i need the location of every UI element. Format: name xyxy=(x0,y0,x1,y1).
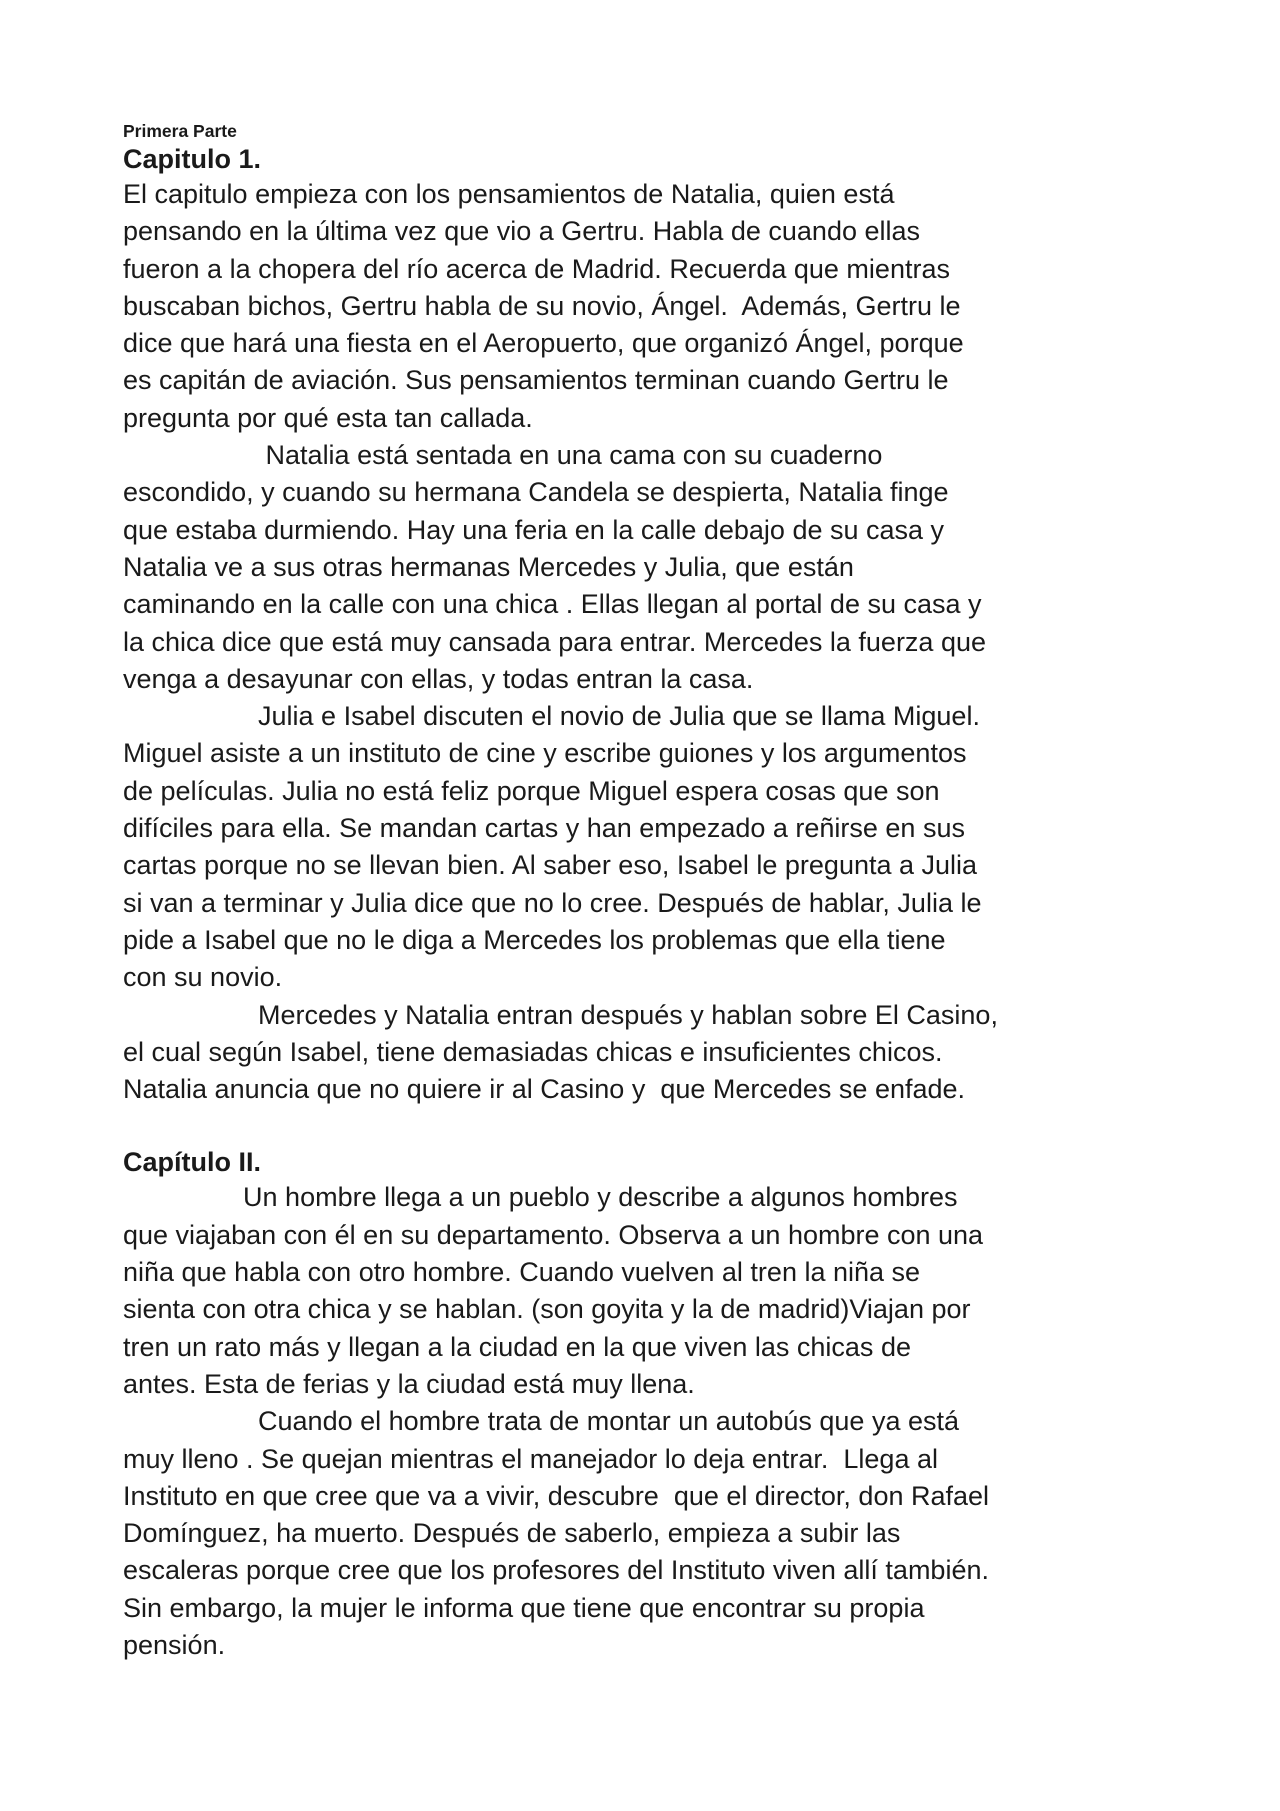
chapter-2-title: Capítulo II. xyxy=(123,1147,261,1178)
section-gap xyxy=(123,1108,1183,1145)
document-page xyxy=(123,120,1183,1664)
part-label: Primera Parte xyxy=(123,121,237,141)
chapter-1-paragraph-1: El capitulo empieza con los pensamientos de Natalia, quien está pensando en la última vez que vio a Gertru. Habla de cuando ellas fueron a la chopera del río acerca de Madrid. Recuerda que mientras buscaban bichos, Gertru habla de su novio, Ángel. Además, Gertru le dice que hará una fiesta en el Aeropuerto, que organizó Ángel, porque es capitán de aviación. Sus pensamientos terminan cuando Gertru le pregunta por qué esta tan callada. xyxy=(123,179,964,433)
chapter-2-paragraph-1: Un hombre llega a un pueblo y describe a algunos hombres que viajaban con él en su departamento. Observa a un hombre con una niña que habla con otro hombre. Cuando vuelven al tren la niña se sienta con otra chica y se hablan. (son goyita y la de madrid)Viajan por tren un rato más y llegan a la ciudad en la que viven las chicas de antes. Esta de ferias y la ciudad está muy llena. xyxy=(123,1182,984,1399)
chapter-1-paragraph-3: Julia e Isabel discuten el novio de Julia que se llama Miguel. Miguel asiste a un instituto de cine y escribe guiones y los argumentos de películas. Julia no está feliz porque Miguel espera cosas que son difíciles para ella. Se mandan cartas y han empezado a reñirse en sus cartas porque no se llevan bien. Al saber eso, Isabel le pregunta a Julia si van a terminar y Julia dice que no lo cree. Después de hablar, Julia le pide a Isabel que no le diga a Mercedes los problemas que ella tiene con su novio. xyxy=(123,701,982,993)
chapter-1-paragraph-4: Mercedes y Natalia entran después y hablan sobre El Casino, el cual según Isabel, tiene demasiadas chicas e insuficientes chicos. Natalia anuncia que no quiere ir al Casino y que Mercedes se enfade. xyxy=(123,999,998,1105)
chapter-1-paragraph-2: Natalia está sentada en una cama con su cuaderno escondido, y cuando su hermana Candela se despierta, Natalia finge que estaba durmiendo. Hay una feria en la calle debajo de su casa y Natalia ve a sus otras hermanas Mercedes y Julia, que están caminando en la calle con una chica . Ellas llegan al portal de su casa y la chica dice que está muy cansada para entrar. Mercedes la fuerza que venga a desayunar con ellas, y todas entran la casa. xyxy=(123,440,986,694)
chapter-1-title: Capitulo 1. xyxy=(123,144,262,174)
chapter-2-paragraph-2: Cuando el hombre trata de montar un autobús que ya está muy lleno . Se quejan mientras el manejador lo deja entrar. Llega al Instituto en que cree que va a vivir, descubre que el director, don Rafael Domínguez, ha muerto. Después de saberlo, empieza a subir las escaleras porque cree que los profesores del Instituto viven allí también. Sin embargo, la mujer le informa que tiene que encontrar su propia pensión. xyxy=(123,1406,990,1660)
